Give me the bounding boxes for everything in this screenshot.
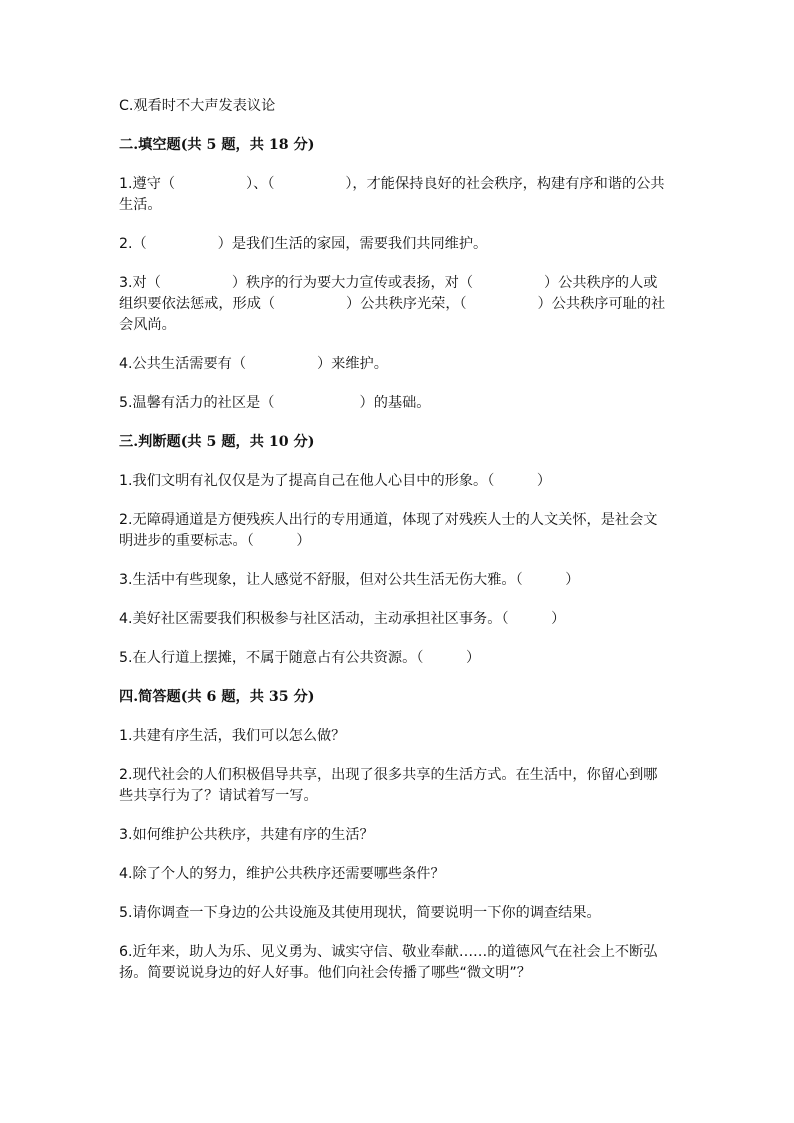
section-title-short-answer: 四.简答题(共 6 题，共 35 分): [119, 689, 315, 705]
short-question-2: 2.现代社会的人们积极倡导共享，出现了很多共享的生活方式。在生活中，你留心到哪些共享行为了？请试着写一写。: [119, 767, 658, 804]
short-question-4: 4.除了个人的努力，维护公共秩序还需要哪些条件？: [119, 866, 445, 882]
judge-question-4: 4.美好社区需要我们积极参与社区活动，主动承担社区事务。（ ）: [119, 611, 566, 627]
short-question-3: 3.如何维护公共秩序，共建有序的生活？: [119, 827, 374, 843]
section-title-fill-in: 二.填空题(共 5 题，共 18 分): [119, 137, 315, 153]
exam-page: [119, 96, 667, 984]
section-title-true-false: 三.判断题(共 5 题，共 10 分): [119, 434, 315, 450]
fill-question-1: 1.遵守（ ）、（ ），才能保持良好的社会秩序，构建有序和谐的公共生活。: [119, 176, 665, 213]
short-question-5: 5.请你调查一下身边的公共设施及其使用现状，简要说明一下你的调查结果。: [119, 905, 601, 921]
fill-question-2: 2.（ ）是我们生活的家园，需要我们共同维护。: [119, 236, 488, 252]
judge-question-5: 5.在人行道上摆摊，不属于随意占有公共资源。（ ）: [119, 650, 481, 666]
short-question-6: 6.近年来，助人为乐、见义勇为、诚实守信、敬业奉献……的道德风气在社会上不断弘扬。简要说说身边的好人好事。他们向社会传播了哪些“微文明”？: [119, 944, 658, 981]
fill-question-3: 3.对（ ）秩序的行为要大力宣传或表扬，对（ ）公共秩序的人或组织要依法惩戒，形成（ ）公共秩序光荣，（ ）公共秩序可耻的社会风尚。: [119, 275, 666, 333]
judge-question-2: 2.无障碍通道是方便残疾人出行的专用通道，体现了对残疾人士的人文关怀，是社会文明进步的重要标志。（ ）: [119, 512, 658, 549]
judge-question-1: 1.我们文明有礼仅仅是为了提高自己在他人心目中的形象。（ ）: [119, 473, 552, 489]
fill-question-4: 4.公共生活需要有（ ）来维护。: [119, 356, 388, 372]
option-c: C.观看时不大声发表议论: [119, 98, 276, 114]
short-question-1: 1.共建有序生活，我们可以怎么做？: [119, 728, 346, 744]
fill-question-5: 5.温馨有活力的社区是（ ）的基础。: [119, 395, 431, 411]
judge-question-3: 3.生活中有些现象，让人感觉不舒服，但对公共生活无伤大雅。（ ）: [119, 572, 580, 588]
